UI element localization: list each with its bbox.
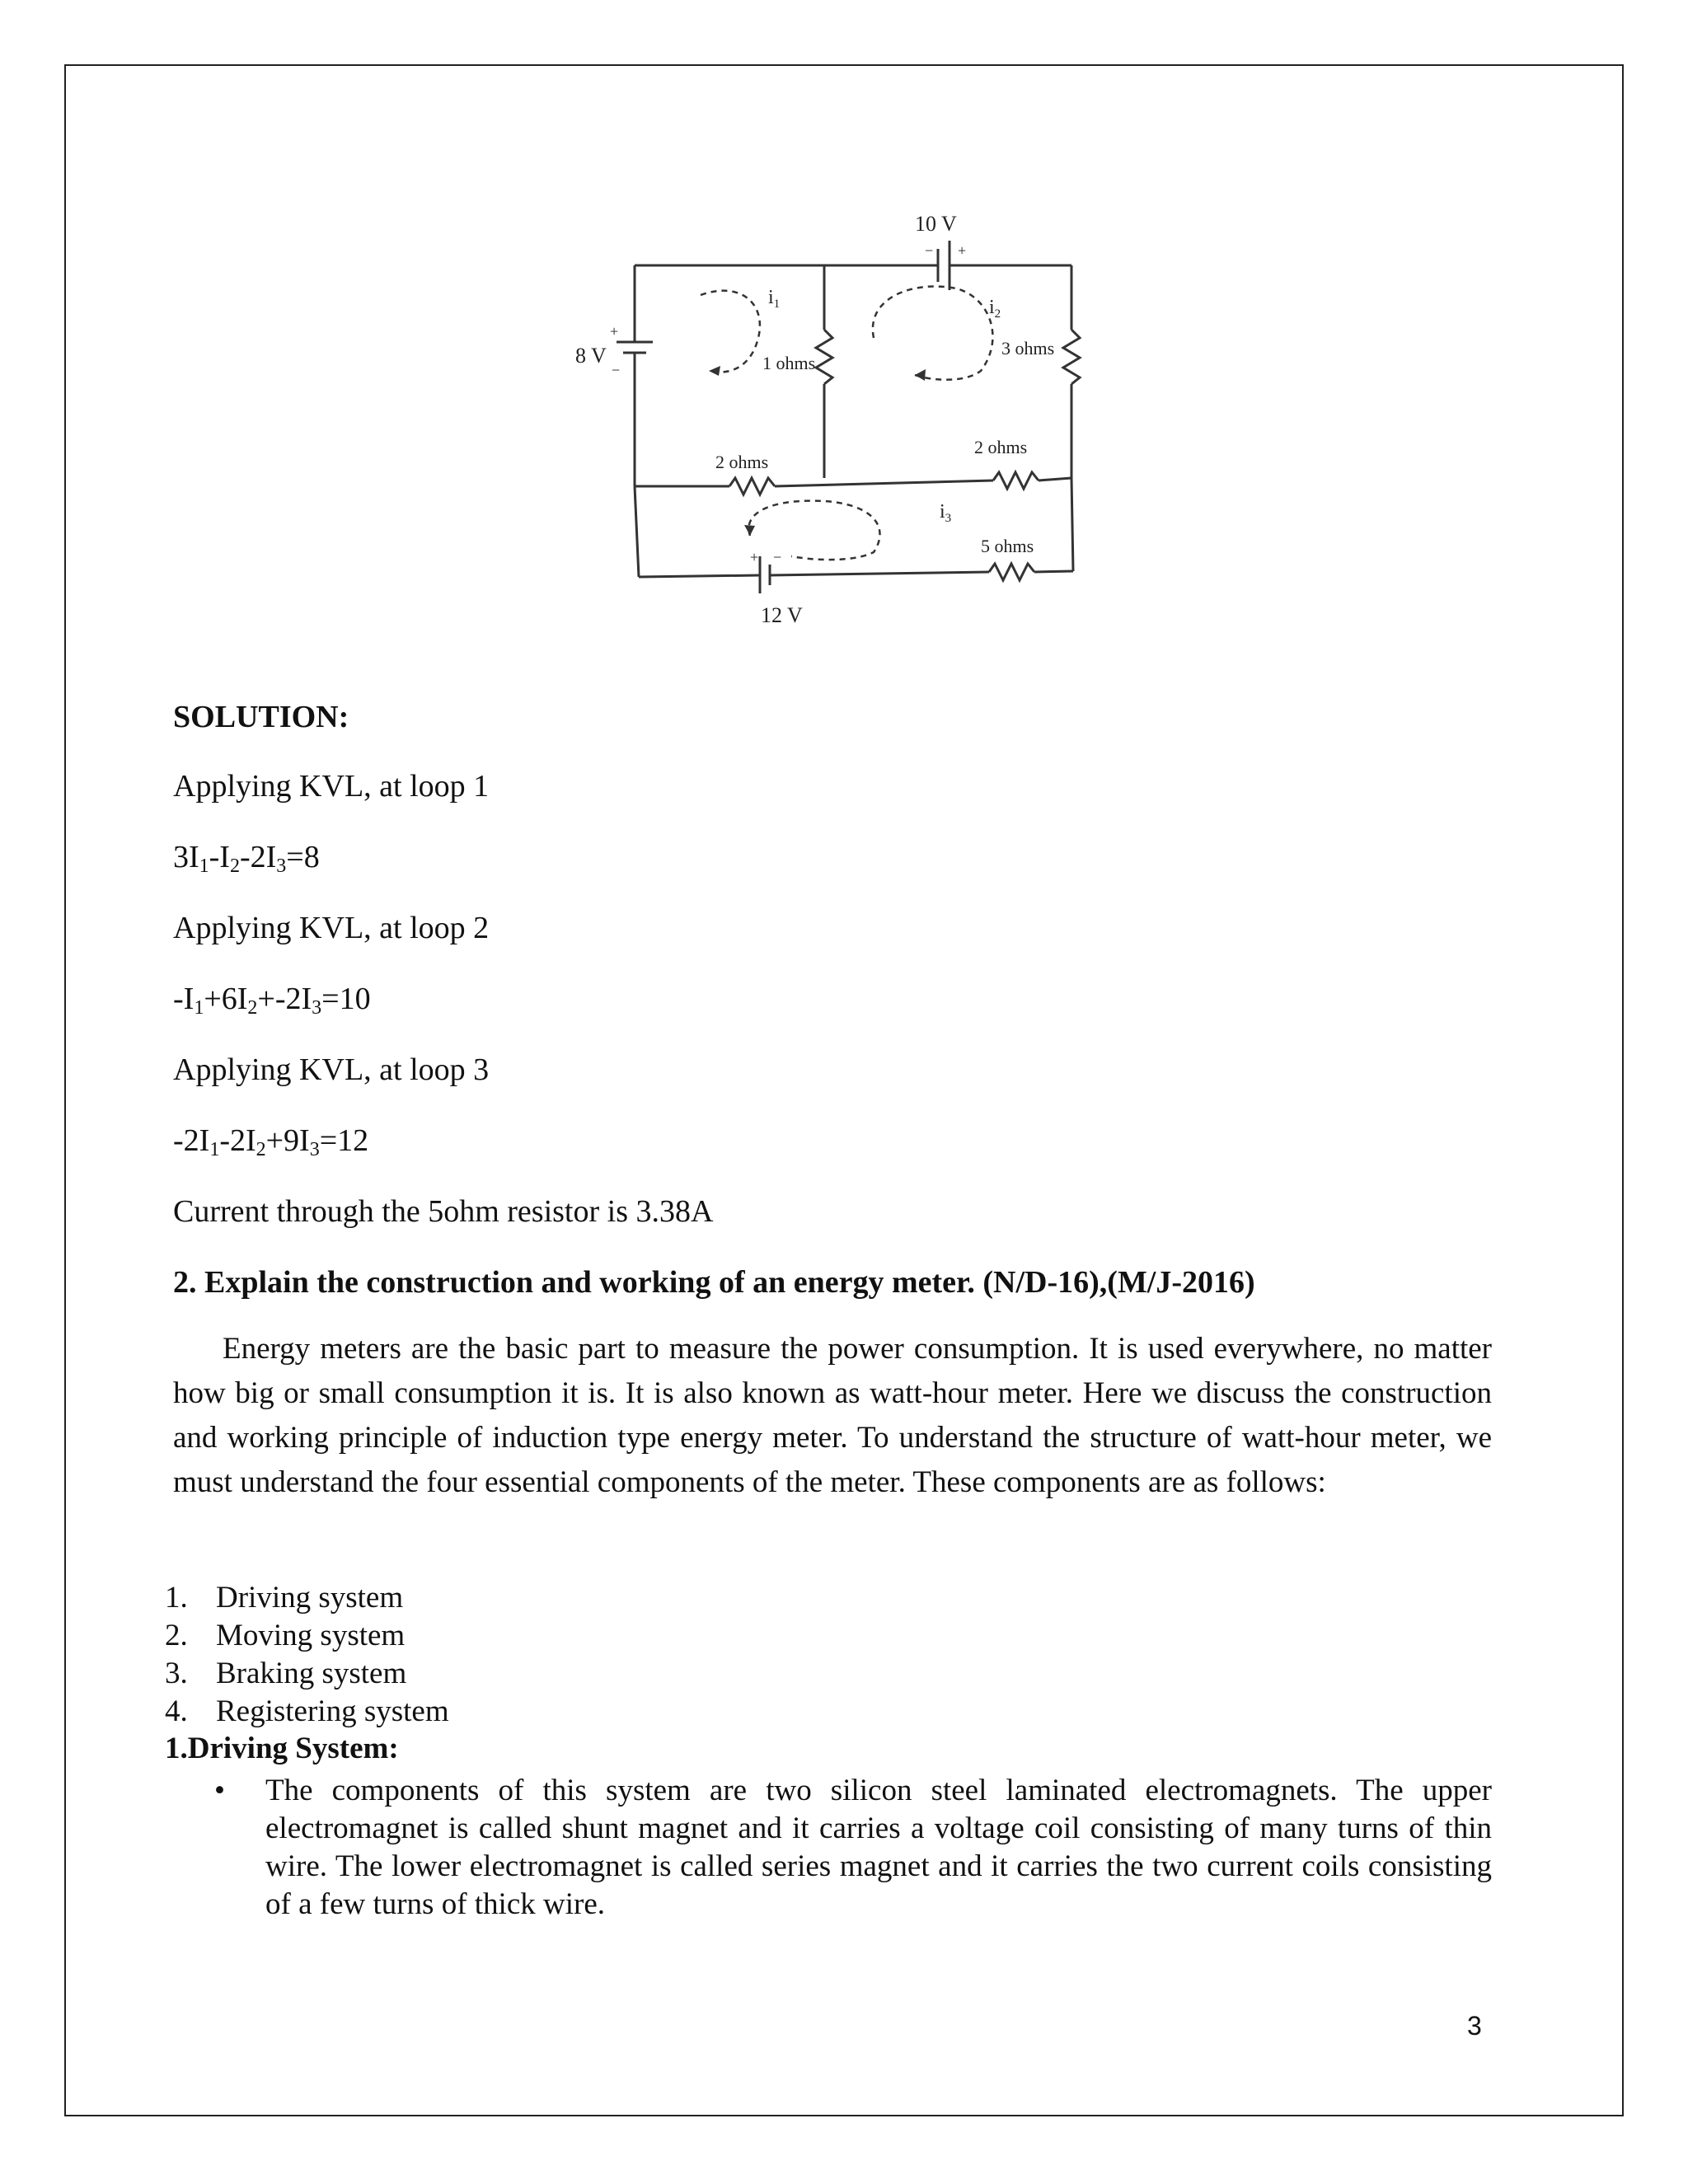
equation-1: $3I_1-I_2-2I_3=8$	[173, 840, 320, 877]
kvl-loop2-text: Applying KVL, at loop 2	[173, 911, 490, 945]
solution-heading: SOLUTION:	[173, 700, 349, 734]
kvl-loop3-text: Applying KVL, at loop 3	[173, 1052, 490, 1087]
resistor-2ohm-left	[729, 478, 775, 494]
resistor-3ohm	[1063, 330, 1080, 384]
label-12v-plus: +	[750, 549, 759, 565]
loop-arrow-i1	[701, 291, 760, 373]
driving-system-text: The components of this system are two silicon steel laminated electromagnets. The upper electromagnet is called shunt magnet and it carries a voltage coil consisting of many turns of thin wire. The lower electromagnet is called series magnet and it carries the two current coils consisting of a few turns of thick wire.	[265, 1774, 1492, 1921]
result-text: Current through the 5ohm resistor is 3.38A	[173, 1194, 714, 1229]
wire-bottom-left	[635, 486, 639, 577]
list-item: 2. Moving system	[165, 1619, 406, 1652]
label-10v-plus: +	[958, 242, 967, 259]
label-8v: 8 V	[575, 344, 607, 368]
equation-2: $-I_1+6I_2+-2I_3=10$	[173, 982, 371, 1019]
label-r-5ohm: 5 ohms	[981, 536, 1034, 556]
wire-midh-right	[1039, 478, 1071, 480]
loop-arrow-i3	[748, 501, 879, 560]
wire-bottom-c	[1034, 571, 1073, 572]
list-item: 4. Registering system	[165, 1694, 449, 1728]
list-item: 1. Driving system	[165, 1581, 404, 1615]
resistor-1ohm	[816, 330, 832, 384]
kvl-loop1-text: Applying KVL, at loop 1	[173, 769, 490, 804]
resistor-2ohm-right	[993, 472, 1039, 489]
label-r-1ohm: 1 ohms	[762, 353, 816, 373]
wire-bottom-b	[770, 572, 989, 575]
label-r-3ohm: 3 ohms	[1001, 338, 1055, 359]
arrowhead-i1	[709, 366, 720, 376]
energy-meter-paragraph: Energy meters are the basic part to measure the power consumption. It is used everywhere, no matter how big or small consumption it is. It is also known as watt-hour meter. Here we discuss the construction and working principle of induction type energy meter. To understand the structure of watt-hour meter, we must understand the four essential components of the meter. These components are as follows:	[173, 1332, 1492, 1499]
equation-3: $-2I_1-2I_2+9I_3=12$	[173, 1123, 369, 1160]
resistor-5ohm	[989, 564, 1034, 580]
label-10v: 10 V	[915, 212, 957, 236]
page-number: 3	[1467, 2011, 1482, 2041]
question-2-heading: 2. Explain the construction and working of an energy meter. (N/D-16),(M/J-2016)	[173, 1265, 1255, 1300]
list-item: 3. Braking system	[165, 1657, 407, 1690]
label-r-2ohm-left: 2 ohms	[715, 452, 769, 472]
label-12v: 12 V	[761, 603, 803, 627]
label-r-2ohm-right: 2 ohms	[974, 437, 1028, 457]
label-8v-minus: −	[612, 362, 621, 378]
arrowhead-i2	[915, 369, 926, 381]
label-8v-plus: +	[610, 323, 619, 340]
driving-system-heading: 1.Driving System:	[165, 1732, 399, 1765]
wire-midh-center	[775, 480, 993, 486]
components-list	[165, 1579, 449, 1731]
wire-bottom-right	[1071, 478, 1073, 571]
label-i2: $i_2$	[989, 297, 1001, 321]
circuit-diagram	[544, 206, 1104, 635]
wire-bottom-a	[639, 575, 760, 577]
label-10v-minus: −	[925, 242, 934, 259]
label-i3: $i_3$	[940, 501, 952, 525]
driving-system-bullet	[214, 1772, 1492, 1924]
circuit-svg	[544, 206, 1104, 635]
label-i1: $i_1$	[768, 287, 781, 311]
label-12v-minus: −	[773, 549, 782, 565]
bullet-dot: •	[214, 1774, 225, 1807]
arrowhead-i3	[744, 525, 755, 536]
loop-arrow-i2	[873, 287, 993, 380]
